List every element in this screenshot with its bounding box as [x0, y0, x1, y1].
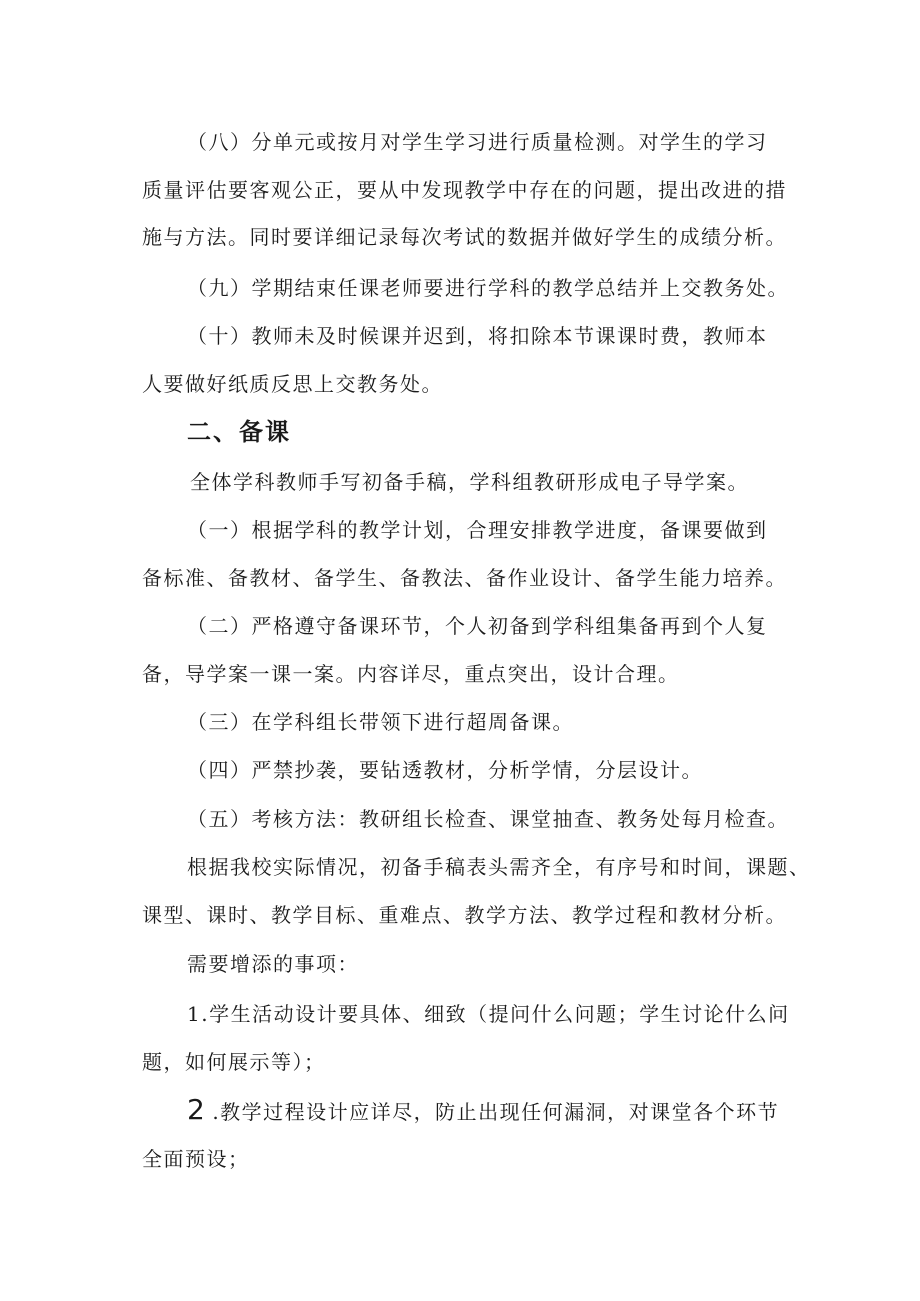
- paragraph-8-line-3: 施与方法。同时要详细记录每次考试的数据并做好学生的成绩分析。: [142, 225, 787, 249]
- item-1-line-1: （一）根据学科的教学计划，合理安排教学进度，备课要做到: [187, 518, 768, 542]
- addition-1-line-2: 题，如何展示等）；: [142, 1050, 326, 1074]
- paragraph-8-line-2: 质量评估要客观公正，要从中发现教学中存在的问题，提出改进的措: [142, 178, 787, 202]
- paragraph-9: （九）学期结束任课老师要进行学科的教学总结并上交教务处。: [187, 276, 789, 300]
- paragraph-10-line-2: 人要做好纸质反思上交教务处。: [142, 372, 443, 396]
- addition-1-line-1: 1.学生活动设计要具体、细致（提问什么问题；学生讨论什么问: [187, 1002, 790, 1026]
- additions-label: 需要增添的事项：: [187, 952, 359, 976]
- addition-2-number: 2: [187, 1093, 207, 1126]
- item-4: （四）严禁抄袭，要钻透教材，分析学情，分层设计。: [187, 758, 703, 782]
- section-heading-lesson-prep: 二、备课: [187, 418, 291, 446]
- note-line-2: 课型、课时、教学目标、重难点、教学方法、教学过程和教材分析。: [142, 903, 787, 927]
- item-3: （三）在学科组长带领下进行超周备课。: [187, 710, 574, 734]
- addition-2-line-2: 全面预设；: [142, 1147, 250, 1171]
- addition-2-line-1: [187, 1093, 847, 1129]
- item-2-line-1: （二）严格遵守备课环节，个人初备到学科组集备再到个人复: [187, 614, 768, 638]
- paragraph-10-line-1: （十）教师未及时候课并迟到，将扣除本节课课时费，教师本: [187, 324, 768, 348]
- addition-2-text: .教学过程设计应详尽，防止出现任何漏洞，对课堂各个环节: [212, 1100, 780, 1124]
- section-intro: 全体学科教师手写初备手稿，学科组教研形成电子导学案。: [190, 470, 749, 494]
- item-5: （五）考核方法：教研组长检查、课堂抽查、教务处每月检查。: [187, 807, 789, 831]
- note-line-1: 根据我校实际情况，初备手稿表头需齐全，有序号和时间，课题、: [187, 855, 811, 879]
- paragraph-8-line-1: （八）分单元或按月对学生学习进行质量检测。对学生的学习: [187, 130, 768, 154]
- item-2-line-2: 备，导学案一课一案。内容详尽，重点突出，设计合理。: [142, 662, 680, 686]
- item-1-line-2: 备标准、备教材、备学生、备教法、备作业设计、备学生能力培养。: [142, 566, 787, 590]
